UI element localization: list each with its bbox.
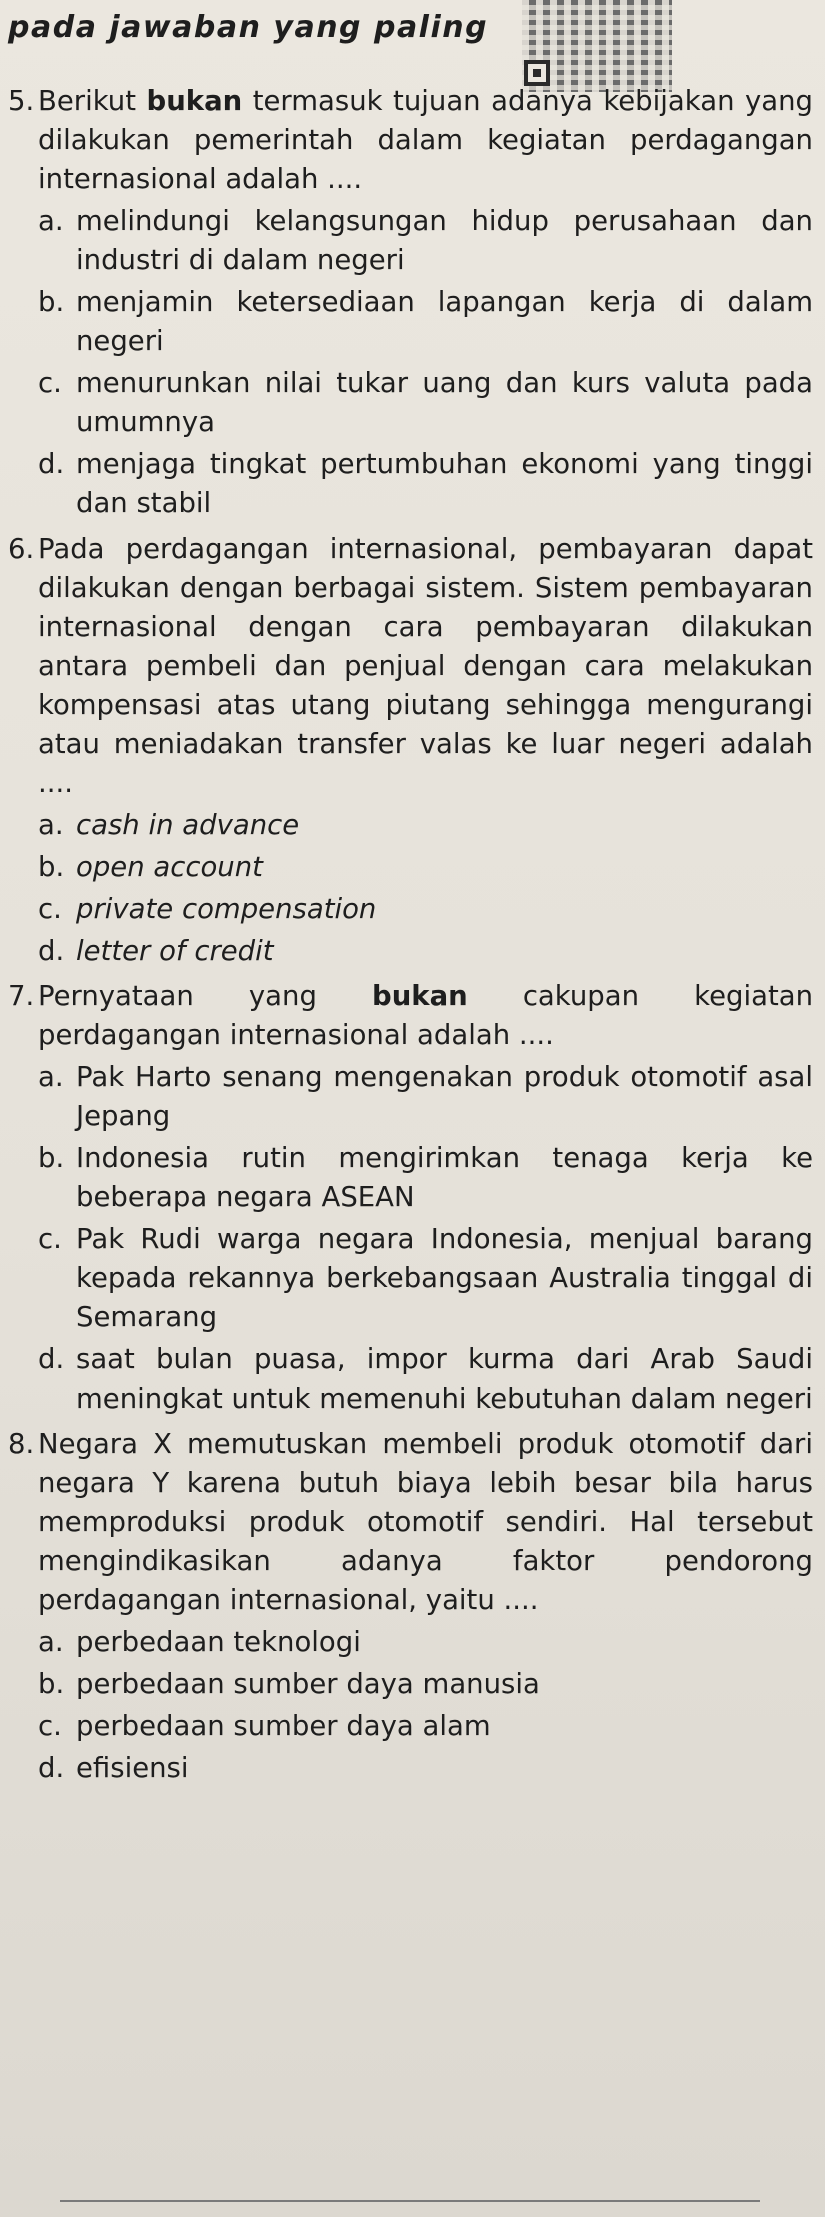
question-number: 5. <box>8 85 35 117</box>
question-6 <box>0 530 825 972</box>
option-b[interactable] <box>38 1139 813 1217</box>
option-text: menurunkan nilai tukar uang dan kurs valuta pada umumnya <box>76 367 813 439</box>
option-text: menjamin ketersediaan lapangan kerja di dalam negeri <box>76 286 813 358</box>
option-letter: b. <box>38 1142 65 1175</box>
question-8 <box>0 1425 825 1788</box>
option-letter: d. <box>38 1751 65 1784</box>
question-7 <box>0 977 825 1419</box>
option-letter: b. <box>38 850 65 883</box>
option-d[interactable] <box>38 1749 813 1788</box>
option-letter: c. <box>38 892 62 925</box>
question-stem: Pada perdagangan internasional, pembayaran dapat dilakukan dengan berbagai sistem. Sistem pembayaran internasional dengan cara pembayaran dilakukan antara pembeli dan penjual dengan cara melakukan kompensasi atas utang piutang sehingga mengurangi atau meniadakan transfer valas ke luar negeri adalah .... <box>38 532 813 799</box>
option-d[interactable] <box>38 932 813 971</box>
stem-emphasis: bukan <box>372 980 468 1013</box>
option-letter: a. <box>38 205 64 238</box>
option-text: perbedaan sumber daya alam <box>76 1709 491 1742</box>
option-text: letter of credit <box>76 934 274 967</box>
option-text: Indonesia rutin mengirimkan tenaga kerja ke beberapa negara ASEAN <box>76 1142 813 1214</box>
option-letter: d. <box>38 448 65 481</box>
option-b[interactable] <box>38 848 813 887</box>
stem-emphasis: bukan <box>146 85 243 117</box>
option-letter: b. <box>38 286 65 319</box>
option-d[interactable] <box>38 1340 813 1418</box>
question-5 <box>0 82 825 524</box>
question-number: 8. <box>8 1427 35 1460</box>
stem-text: termasuk tujuan adanya kebijakan yang dilakukan pemerintah dalam kegiatan perdagangan internasional adalah .... <box>38 85 813 196</box>
option-c[interactable] <box>38 890 813 929</box>
option-letter: d. <box>38 934 65 967</box>
option-text: cash in advance <box>76 808 300 841</box>
option-a[interactable] <box>38 1058 813 1136</box>
option-a[interactable] <box>38 1623 813 1662</box>
stem-text: Berikut <box>38 85 147 117</box>
option-a[interactable] <box>38 202 813 280</box>
bottom-divider <box>60 2200 760 2202</box>
option-text: perbedaan sumber daya manusia <box>76 1667 540 1700</box>
option-letter: c. <box>38 1223 62 1256</box>
option-letter: a. <box>38 1625 64 1658</box>
option-letter: a. <box>38 1061 64 1094</box>
option-text: open account <box>76 850 263 883</box>
option-c[interactable] <box>38 364 813 442</box>
option-letter: a. <box>38 808 64 841</box>
option-text: perbedaan teknologi <box>76 1625 361 1658</box>
option-text: Pak Rudi warga negara Indonesia, menjual barang kepada rekannya berkebangsaan Australia tinggal di Semarang <box>76 1223 813 1334</box>
option-c[interactable] <box>38 1220 813 1337</box>
option-b[interactable] <box>38 1665 813 1704</box>
question-number: 7. <box>8 980 35 1013</box>
stem-text: Pernyataan yang <box>38 980 373 1013</box>
option-text: menjaga tingkat pertumbuhan ekonomi yang tinggi dan stabil <box>76 448 813 520</box>
option-text: private compensation <box>76 892 377 925</box>
option-letter: d. <box>38 1343 65 1376</box>
question-stem <box>38 977 813 1055</box>
option-text: melindungi kelangsungan hidup perusahaan dan industri di dalam negeri <box>76 205 813 277</box>
option-text: efisiensi <box>76 1751 189 1784</box>
option-letter: b. <box>38 1667 65 1700</box>
option-letter: c. <box>38 1709 62 1742</box>
option-d[interactable] <box>38 445 813 523</box>
question-stem <box>38 82 813 199</box>
question-list <box>0 82 825 1788</box>
stem-text: cakupan kegiatan perdagangan internasional adalah .... <box>38 980 814 1052</box>
option-a[interactable] <box>38 806 813 845</box>
option-text: saat bulan puasa, impor kurma dari Arab Saudi meningkat untuk memenuhi kebutuhan dalam negeri <box>76 1343 813 1415</box>
option-b[interactable] <box>38 283 813 361</box>
option-letter: c. <box>38 367 62 400</box>
header-instruction: pada jawaban yang paling <box>8 10 489 45</box>
question-stem: Negara X memutuskan membeli produk otomotif dari negara Y karena butuh biaya lebih besar bila harus memproduksi produk otomotif sendiri. Hal tersebut mengindikasikan adanya faktor pendorong perdagangan internasional, yaitu .... <box>38 1427 813 1616</box>
option-c[interactable] <box>38 1707 813 1746</box>
option-text: Pak Harto senang mengenakan produk otomotif asal Jepang <box>76 1061 813 1133</box>
question-number: 6. <box>8 532 35 565</box>
